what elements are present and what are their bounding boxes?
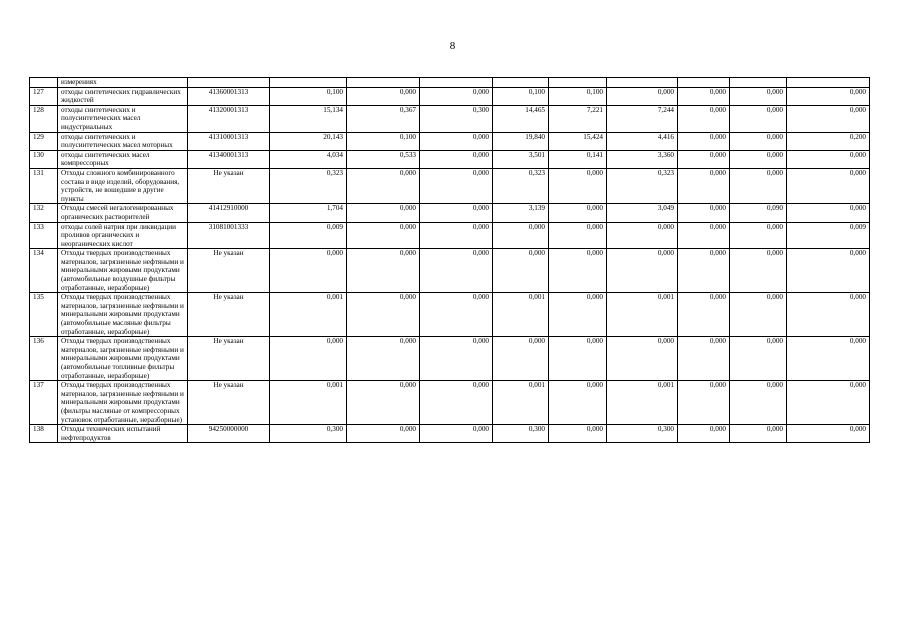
cell-value: 0,000	[493, 222, 549, 249]
cell-value: 0,000	[730, 150, 787, 168]
cell-value: 0,001	[607, 381, 678, 425]
cell-code	[188, 78, 270, 88]
waste-table	[29, 77, 870, 443]
cell-name: отходы солей натрия при ликвидации проливов органических и неорганических кислот	[58, 222, 188, 249]
cell-name: измерениях	[58, 78, 188, 88]
table-row-continuation	[30, 78, 870, 88]
cell-value: 3,360	[607, 150, 678, 168]
cell-value: 0,000	[678, 204, 730, 222]
cell-value: 0,323	[493, 168, 549, 203]
cell-value: 0,367	[347, 105, 420, 132]
cell-value: 15,134	[270, 105, 347, 132]
table-row	[30, 168, 870, 203]
cell-value: 0,000	[730, 132, 787, 150]
cell-value: 0,000	[730, 168, 787, 203]
cell-value: 0,001	[607, 293, 678, 337]
cell-value: 0,000	[420, 87, 493, 105]
table-row	[30, 222, 870, 249]
cell-code: 94250000000	[188, 425, 270, 443]
cell-value: 15,424	[549, 132, 607, 150]
table-row	[30, 132, 870, 150]
cell-value: 19,840	[493, 132, 549, 150]
cell-value: 0,000	[420, 425, 493, 443]
table-row	[30, 337, 870, 381]
cell-value: 0,000	[549, 249, 607, 293]
cell-value: 0,200	[787, 132, 870, 150]
cell-value: 0,000	[678, 87, 730, 105]
table-row	[30, 105, 870, 132]
cell-value: 0,000	[787, 293, 870, 337]
cell-value: 0,000	[270, 337, 347, 381]
cell-name: Отходы твердых производственных материалов, загрязненные нефтяными и минеральными жировыми продуктами (автомобильные топливные фильтры отработанные, неразборные)	[58, 337, 188, 381]
cell-value: 0,000	[678, 425, 730, 443]
cell-value: 0,000	[678, 293, 730, 337]
cell-no: 133	[30, 222, 58, 249]
cell-code: 41360001313	[188, 87, 270, 105]
cell-value: 0,000	[549, 168, 607, 203]
cell-name: отходы синтетических гидравлических жидкостей	[58, 87, 188, 105]
cell-value: 0,141	[549, 150, 607, 168]
cell-value: 0,000	[787, 105, 870, 132]
cell-value: 0,000	[607, 337, 678, 381]
cell-value: 0,000	[787, 337, 870, 381]
cell-value: 3,139	[493, 204, 549, 222]
cell-value: 0,000	[678, 381, 730, 425]
waste-table-body	[30, 78, 870, 443]
cell-value: 0,300	[270, 425, 347, 443]
cell-value: 0,009	[270, 222, 347, 249]
cell-value: 0,000	[549, 204, 607, 222]
cell-value: 0,001	[493, 381, 549, 425]
cell-value: 0,000	[347, 293, 420, 337]
cell-value: 0,000	[787, 204, 870, 222]
cell-value: 0,000	[420, 381, 493, 425]
cell-value: 7,221	[549, 105, 607, 132]
cell-value: 0,000	[730, 293, 787, 337]
cell-no: 137	[30, 381, 58, 425]
cell-value: 0,000	[493, 249, 549, 293]
cell-value	[420, 78, 493, 88]
cell-value: 0,000	[730, 337, 787, 381]
cell-value: 0,000	[678, 150, 730, 168]
cell-value	[549, 78, 607, 88]
cell-code: Не указан	[188, 168, 270, 203]
cell-value	[678, 78, 730, 88]
cell-value	[787, 78, 870, 88]
table-row	[30, 204, 870, 222]
cell-code: Не указан	[188, 293, 270, 337]
cell-name: Отходы твердых производственных материалов, загрязненные нефтяными и минеральными жировыми продуктами (автомобильные воздушные фильтры отработанные, неразборные)	[58, 249, 188, 293]
cell-value: 0,000	[347, 222, 420, 249]
cell-value: 0,000	[347, 249, 420, 293]
cell-value: 0,000	[607, 249, 678, 293]
cell-value: 0,000	[347, 425, 420, 443]
table-row	[30, 150, 870, 168]
cell-no	[30, 78, 58, 88]
cell-value	[270, 78, 347, 88]
cell-value: 4,416	[607, 132, 678, 150]
cell-name: отходы синтетических и полусинтетических масел моторных	[58, 132, 188, 150]
cell-value: 0,100	[493, 87, 549, 105]
cell-value: 0,000	[549, 425, 607, 443]
page-number: 8	[449, 40, 456, 52]
cell-value: 7,244	[607, 105, 678, 132]
cell-no: 128	[30, 105, 58, 132]
cell-value: 0,000	[347, 204, 420, 222]
cell-value: 0,000	[347, 87, 420, 105]
cell-value	[493, 78, 549, 88]
cell-name: Отходы технических испытаний нефтепродуктов	[58, 425, 188, 443]
cell-value: 0,000	[678, 249, 730, 293]
cell-value: 0,000	[730, 381, 787, 425]
cell-value: 0,000	[549, 222, 607, 249]
cell-value: 14,465	[493, 105, 549, 132]
cell-value: 0,000	[787, 150, 870, 168]
cell-value: 0,000	[787, 249, 870, 293]
cell-value: 0,009	[787, 222, 870, 249]
cell-value: 3,049	[607, 204, 678, 222]
table-row	[30, 381, 870, 425]
table-row	[30, 249, 870, 293]
cell-value: 0,000	[678, 222, 730, 249]
cell-no: 129	[30, 132, 58, 150]
cell-value: 0,000	[420, 132, 493, 150]
cell-value: 0,000	[420, 222, 493, 249]
cell-code: 41320001313	[188, 105, 270, 132]
cell-value: 0,100	[347, 132, 420, 150]
cell-value: 0,000	[420, 337, 493, 381]
cell-code: 41412910000	[188, 204, 270, 222]
cell-value: 0,000	[549, 381, 607, 425]
cell-value: 0,100	[549, 87, 607, 105]
cell-value: 0,323	[607, 168, 678, 203]
cell-value: 0,300	[420, 105, 493, 132]
cell-name: отходы синтетических и полусинтетических масел индустриальных	[58, 105, 188, 132]
cell-value: 0,000	[493, 337, 549, 381]
cell-value: 4,034	[270, 150, 347, 168]
cell-value: 0,090	[730, 204, 787, 222]
cell-value: 20,143	[270, 132, 347, 150]
cell-value: 0,000	[678, 337, 730, 381]
cell-value: 0,000	[678, 132, 730, 150]
cell-no: 127	[30, 87, 58, 105]
cell-value: 0,000	[787, 425, 870, 443]
cell-value: 0,000	[607, 222, 678, 249]
cell-code: 41340001313	[188, 150, 270, 168]
cell-value: 0,000	[787, 381, 870, 425]
cell-name: Отходы сложного комбинированного состава в виде изделий, оборудования, устройств, не вошедшие в другие пункты	[58, 168, 188, 203]
cell-value: 0,000	[730, 87, 787, 105]
cell-value: 0,000	[420, 168, 493, 203]
cell-value: 0,000	[270, 249, 347, 293]
cell-code: 41310001313	[188, 132, 270, 150]
cell-code: 31081001333	[188, 222, 270, 249]
cell-name: Отходы твердых производственных материалов, загрязненные нефтяными и минеральными жировыми продуктами (автомобильные масляные фильтры отработанные, неразборные)	[58, 293, 188, 337]
cell-value: 0,000	[347, 381, 420, 425]
cell-value: 0,000	[420, 249, 493, 293]
cell-value	[730, 78, 787, 88]
cell-no: 132	[30, 204, 58, 222]
cell-value: 0,100	[270, 87, 347, 105]
cell-value	[607, 78, 678, 88]
cell-code: Не указан	[188, 381, 270, 425]
cell-value: 0,000	[678, 105, 730, 132]
cell-no: 138	[30, 425, 58, 443]
cell-value: 0,001	[270, 293, 347, 337]
cell-name: Отходы смесей негалогенированных органических растворителей	[58, 204, 188, 222]
cell-value: 0,000	[678, 168, 730, 203]
cell-code: Не указан	[188, 337, 270, 381]
table-row	[30, 293, 870, 337]
cell-value: 0,323	[270, 168, 347, 203]
cell-value: 0,000	[549, 293, 607, 337]
cell-value: 0,000	[787, 87, 870, 105]
cell-value: 0,000	[420, 204, 493, 222]
cell-value: 0,000	[730, 222, 787, 249]
cell-no: 131	[30, 168, 58, 203]
cell-value: 0,300	[607, 425, 678, 443]
cell-no: 134	[30, 249, 58, 293]
cell-no: 130	[30, 150, 58, 168]
cell-value: 0,000	[607, 87, 678, 105]
cell-value: 1,704	[270, 204, 347, 222]
cell-value: 0,000	[420, 150, 493, 168]
cell-value: 0,000	[730, 425, 787, 443]
cell-no: 135	[30, 293, 58, 337]
cell-name: отходы синтетических масел компрессорных	[58, 150, 188, 168]
cell-value: 0,000	[730, 249, 787, 293]
cell-value: 0,300	[493, 425, 549, 443]
cell-value: 0,533	[347, 150, 420, 168]
cell-value: 0,000	[549, 337, 607, 381]
table-row	[30, 425, 870, 443]
table-row	[30, 87, 870, 105]
cell-value: 0,000	[347, 168, 420, 203]
cell-code: Не указан	[188, 249, 270, 293]
cell-value: 0,000	[347, 337, 420, 381]
cell-no: 136	[30, 337, 58, 381]
cell-value: 3,501	[493, 150, 549, 168]
cell-value: 0,000	[730, 105, 787, 132]
cell-value: 0,000	[420, 293, 493, 337]
cell-value: 0,001	[270, 381, 347, 425]
cell-value: 0,000	[787, 168, 870, 203]
cell-value	[347, 78, 420, 88]
cell-value: 0,001	[493, 293, 549, 337]
cell-name: Отходы твердых производственных материалов, загрязненные нефтяными и минеральными жировыми продуктами (фильтры масляные от компрессорных установок отработанные, неразборные)	[58, 381, 188, 425]
